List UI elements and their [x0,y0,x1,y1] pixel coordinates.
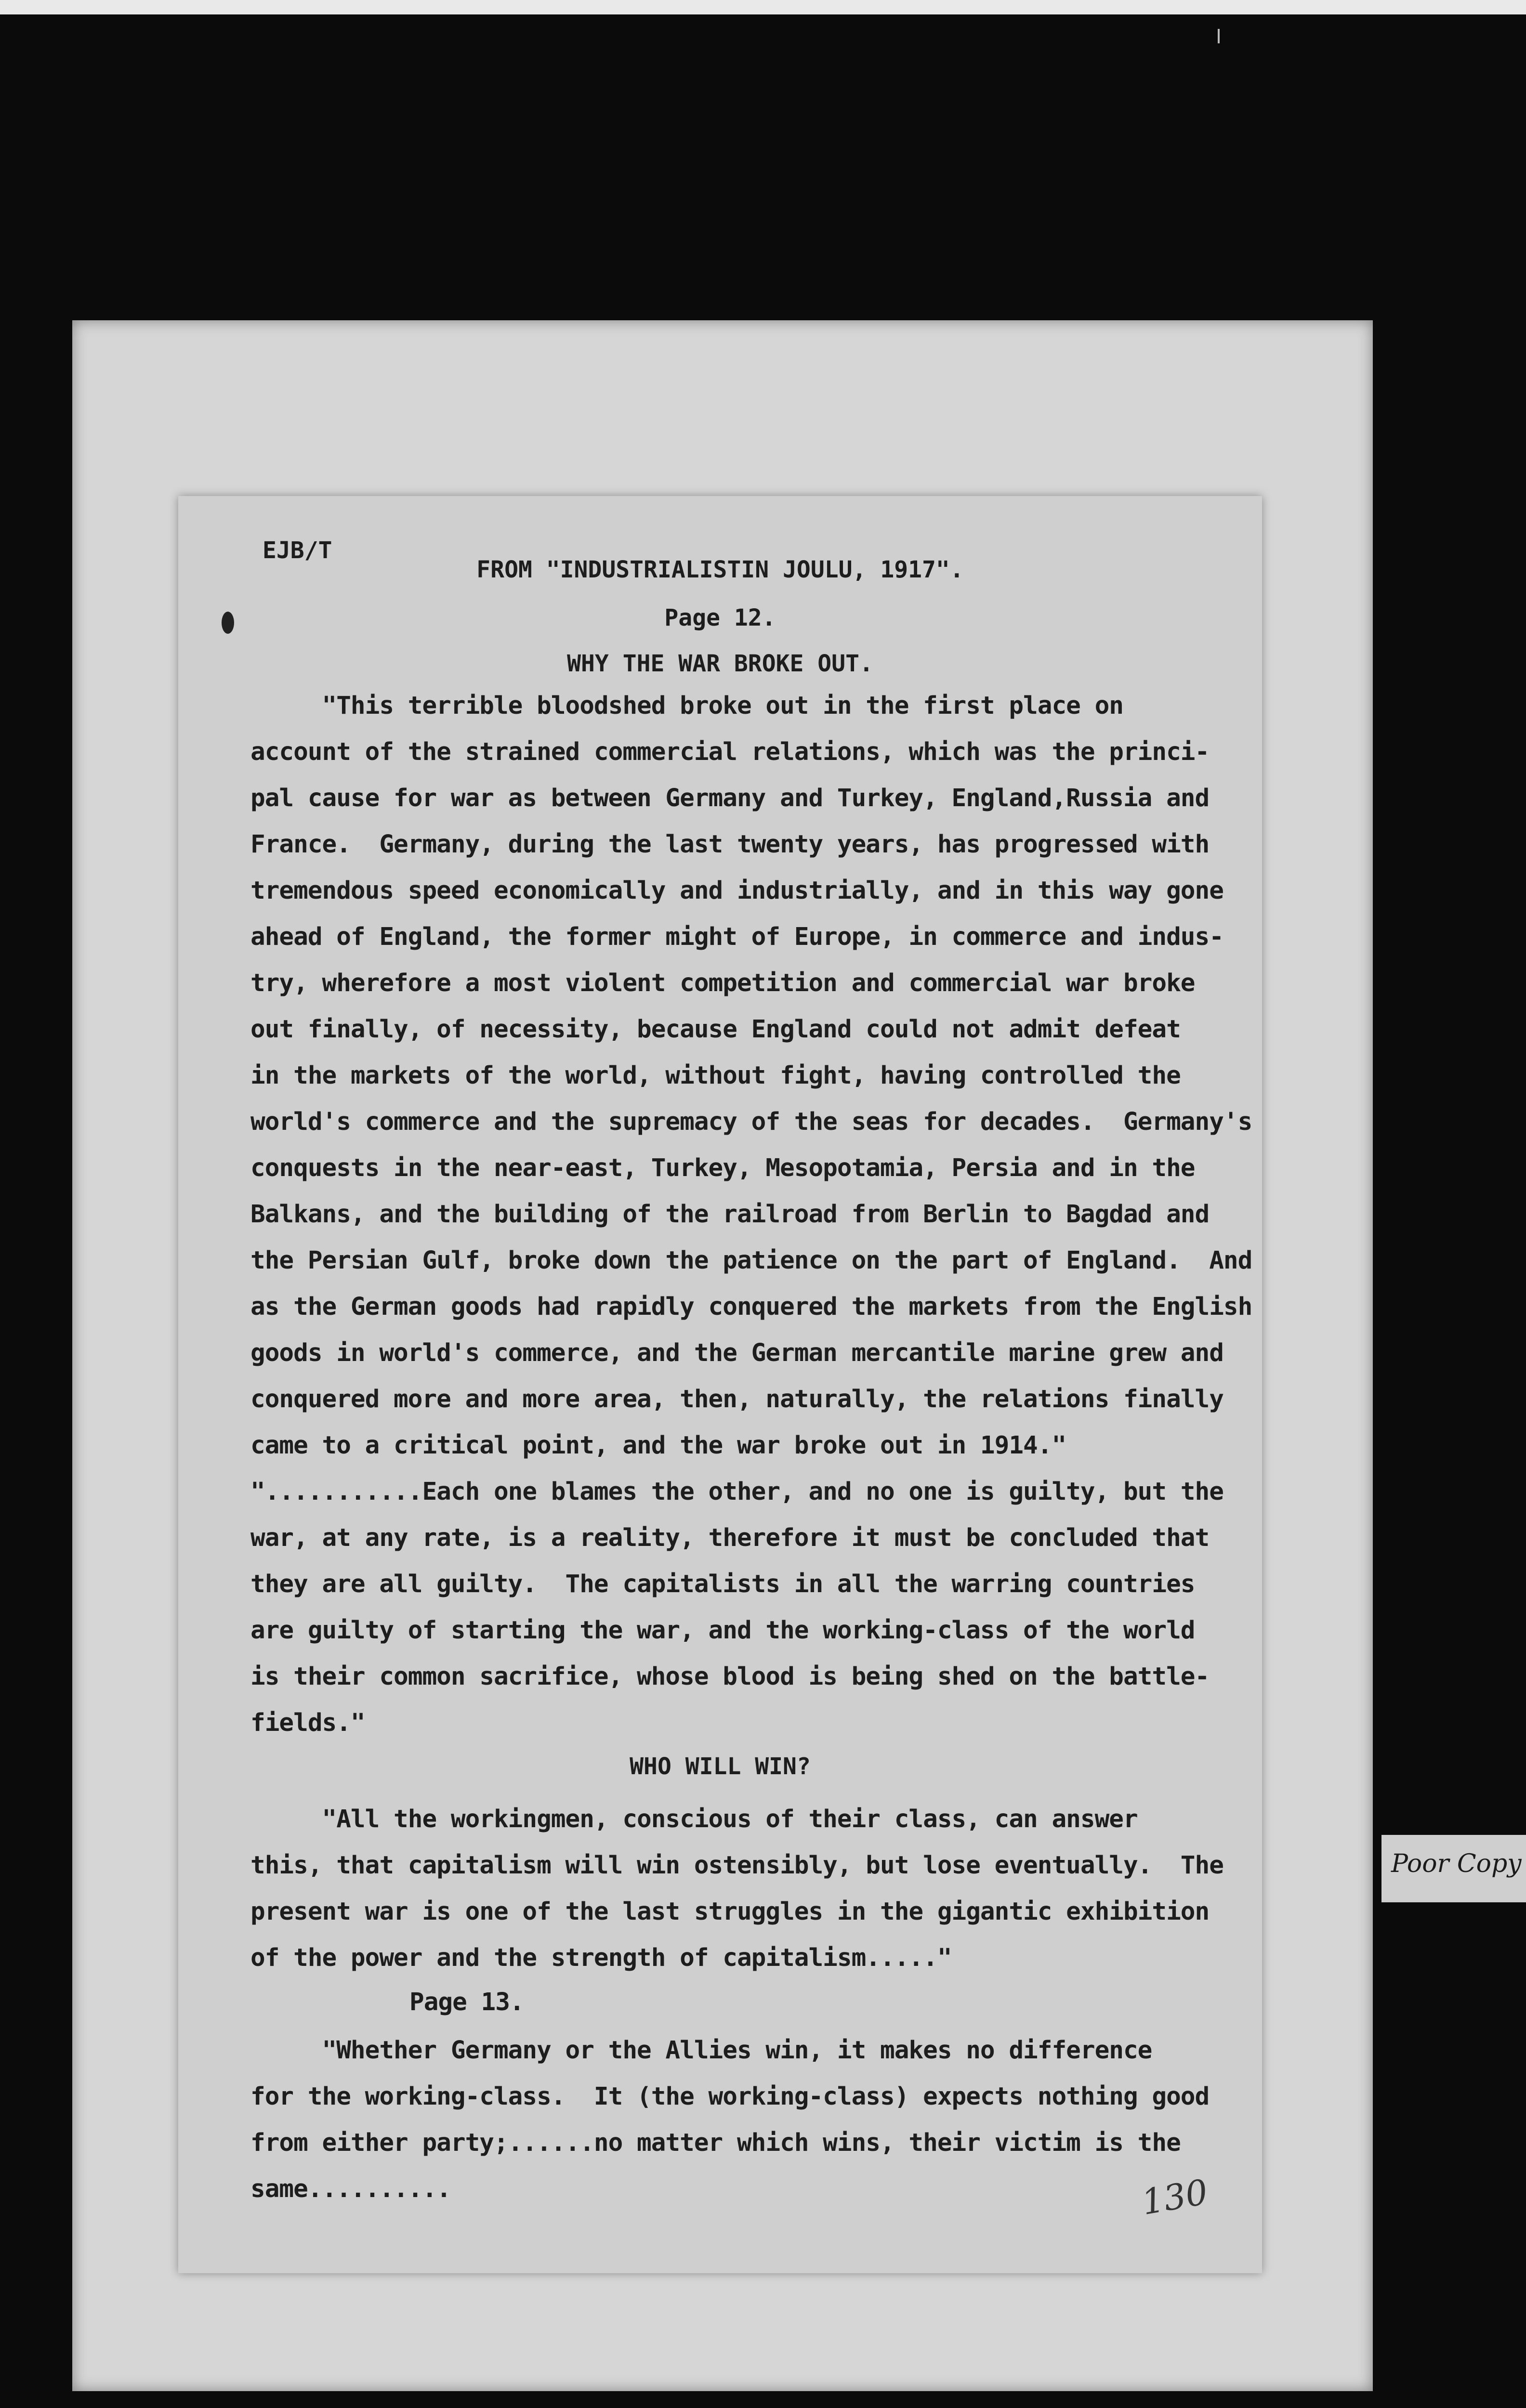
paragraph-page-13 [250,2028,1243,2212]
text-line: came to a critical point, and the war broke out in 1914." [250,1431,1066,1460]
text-line: they are all guilty. The capitalists in all the warring countries [250,1570,1195,1598]
page-13-label: Page 13. [409,1988,524,2016]
text-line: in the markets of the world, without fight, having controlled the [250,1061,1181,1090]
text-line: tremendous speed economically and industrially, and in this way gone [250,877,1223,905]
poor-copy-label: Poor Copy [1381,1835,1526,1902]
page-12-label: Page 12. [664,604,776,631]
film-notch [1218,29,1220,43]
heading-who-will-win: WHO WILL WIN? [630,1753,811,1780]
text-line: fields." [250,1709,365,1737]
text-line: "Whether Germany or the Allies win, it makes no difference [250,2036,1152,2065]
text-line: Balkans, and the building of the railroad from Berlin to Bagdad and [250,1200,1210,1229]
text-line: conquests in the near-east, Turkey, Mesopotamia, Persia and in the [250,1154,1195,1182]
text-line: world's commerce and the supremacy of the seas for decades. Germany's [250,1108,1252,1136]
text-line: "All the workingmen, conscious of their class, can answer [250,1805,1138,1833]
text-line: as the German goods had rapidly conquered the markets from the English [250,1293,1252,1321]
paragraph-who-will-win [250,1796,1243,1981]
text-line: goods in world's commerce, and the German mercantile marine grew and [250,1339,1223,1367]
text-line: are guilty of starting the war, and the working-class of the world [250,1616,1195,1645]
reference-code: EJB/T [263,537,332,564]
film-edge-strip [0,0,1526,14]
text-line: out finally, of necessity, because England could not admit defeat [250,1015,1181,1044]
text-line: "...........Each one blames the other, and no one is guilty, but the [250,1478,1223,1506]
text-line: ahead of England, the former might of Europe, in commerce and indus- [250,923,1223,951]
text-line: from either party;......no matter which wins, their victim is the [250,2129,1181,2157]
paragraph-why-war [250,683,1252,1746]
text-line: conquered more and more area, then, naturally, the relations finally [250,1385,1223,1413]
text-line: of the power and the strength of capitalism....." [250,1944,952,1972]
text-line: present war is one of the last struggles in the gigantic exhibition [250,1898,1210,1926]
typed-document-page [178,496,1262,2273]
text-line: for the working-class. It (the working-class) expects nothing good [250,2082,1210,2111]
text-line: the Persian Gulf, broke down the patience on the part of England. And [250,1246,1252,1275]
text-line: war, at any rate, is a reality, therefore it must be concluded that [250,1524,1210,1552]
text-line: pal cause for war as between Germany and Turkey, England,Russia and [250,784,1210,812]
text-line: this, that capitalism will win ostensibly, but lose eventually. The [250,1851,1223,1880]
text-line: same.......... [250,2175,451,2203]
source-line: FROM "INDUSTRIALISTIN JOULU, 1917". [476,556,964,583]
text-line: account of the strained commercial relations, which was the princi- [250,738,1210,766]
text-line: "This terrible bloodshed broke out in the first place on [250,692,1123,720]
text-line: is their common sacrifice, whose blood is being shed on the battle- [250,1662,1210,1691]
text-line: try, wherefore a most violent competition and commercial war broke [250,969,1195,997]
text-line: France. Germany, during the last twenty years, has progressed with [250,830,1210,859]
heading-why-war: WHY THE WAR BROKE OUT. [567,650,873,677]
handwritten-page-number: 130 [1138,2171,1211,2223]
